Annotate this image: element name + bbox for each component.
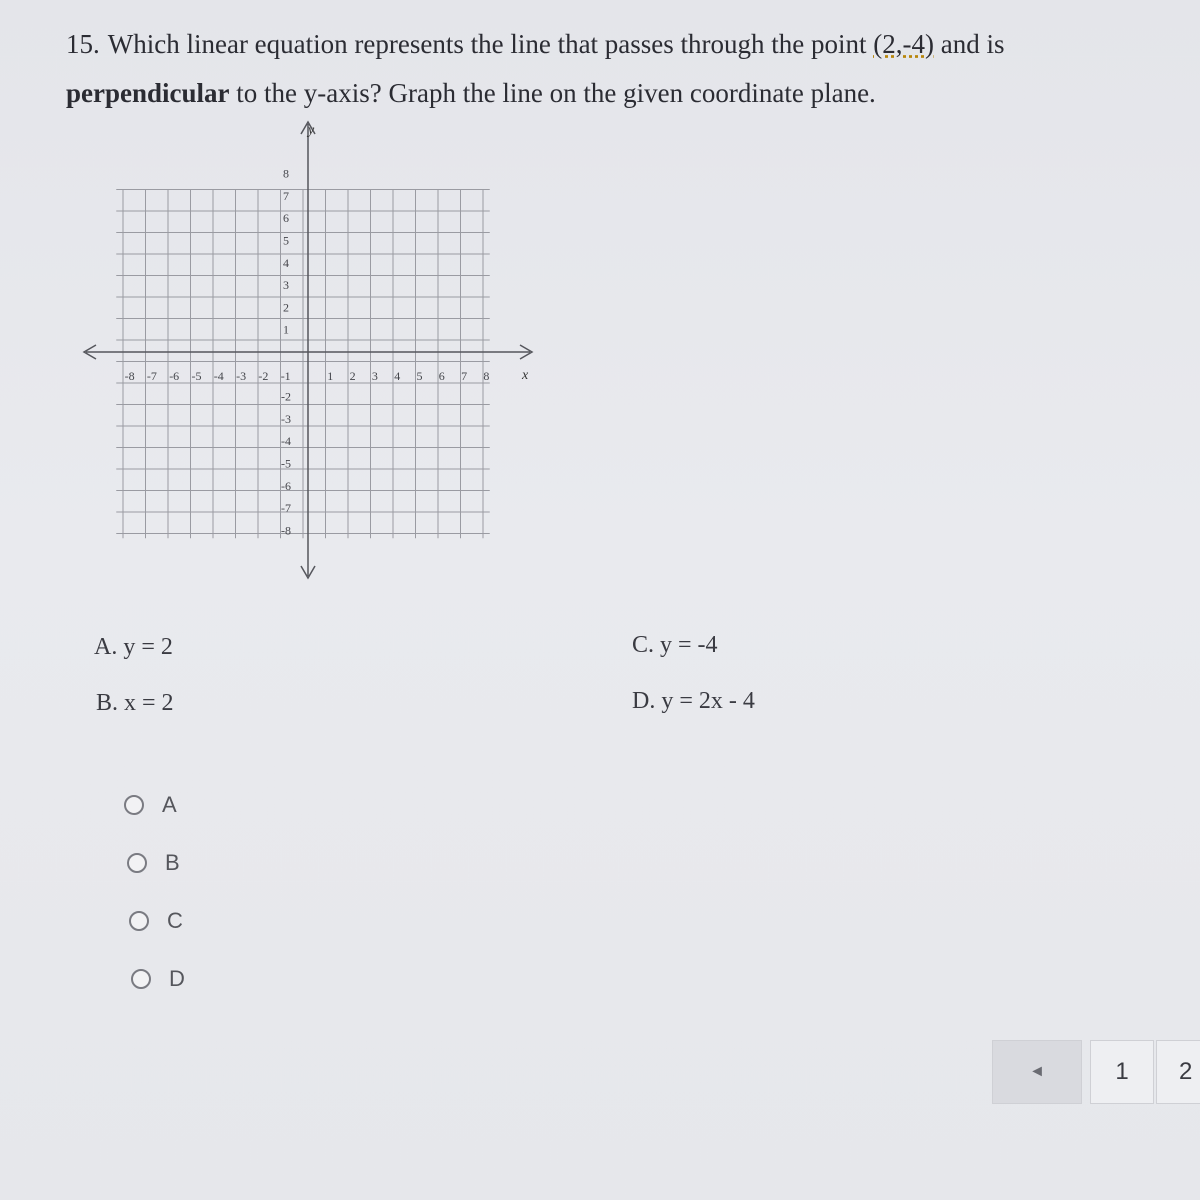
option-c-label: C [167, 908, 183, 933]
y-tick-label: 7 [283, 188, 289, 203]
option-b[interactable] [127, 850, 180, 876]
x-tick-label: 5 [416, 369, 423, 383]
x-tick-label: 7 [461, 369, 468, 383]
x-tick-label: -1 [280, 369, 291, 383]
question-number: 15. [66, 29, 100, 59]
y-tick-label: 1 [283, 322, 289, 337]
y-tick-label: -2 [281, 389, 291, 404]
option-d[interactable] [131, 966, 185, 992]
page-1-label: 1 [1115, 1058, 1129, 1085]
y-tick-label: 4 [283, 255, 289, 270]
axes [84, 122, 532, 578]
y-tick-label: 6 [283, 211, 289, 226]
x-tick-label: -4 [213, 369, 224, 383]
y-tick-label: -8 [281, 523, 291, 538]
radio-a[interactable] [124, 795, 144, 815]
option-a[interactable] [124, 792, 177, 818]
y-tick-label: 2 [283, 300, 289, 315]
x-tick-label: -6 [169, 369, 180, 383]
y-tick-label: 5 [283, 233, 289, 248]
choice-b-text: B. x = 2 [96, 690, 174, 716]
y-axis-label: y [308, 123, 315, 138]
grid [116, 190, 490, 539]
question-text-part-1: Which linear equation represents the line that passes through the point [107, 29, 874, 59]
y-tick-label: -3 [281, 411, 291, 426]
x-tick-label: 8 [483, 369, 490, 383]
x-tick-label: -5 [191, 369, 202, 383]
x-tick-label: 6 [438, 369, 445, 383]
radio-b[interactable] [127, 853, 147, 873]
x-tick-label: 1 [327, 369, 334, 383]
option-d-label: D [169, 966, 185, 991]
x-axis-label: x [522, 368, 529, 383]
y-tick-label: -4 [281, 434, 291, 449]
y-tick-label: -5 [281, 456, 291, 471]
radio-c[interactable] [129, 911, 149, 931]
choice-d-text: D. y = 2x - 4 [632, 688, 755, 714]
option-b-label: B [165, 850, 180, 875]
x-tick-label: 2 [349, 369, 356, 383]
page-1-button[interactable] [1090, 1040, 1154, 1104]
x-tick-label: -2 [258, 369, 269, 383]
bold-keyword: perpendicular [66, 78, 230, 108]
arrow-left-icon: ◄ [1029, 1063, 1045, 1080]
question-text-part-2: and is [934, 29, 1005, 59]
option-c[interactable] [129, 908, 183, 934]
x-tick-label: 4 [394, 369, 401, 383]
x-tick-label: -7 [146, 369, 157, 383]
y-tick-label: 8 [283, 166, 289, 181]
page-2-label: 2 [1179, 1058, 1193, 1085]
x-tick-label: 3 [371, 369, 378, 383]
x-tick-label: -8 [124, 369, 135, 383]
point-coordinates: (2,-4) [873, 29, 935, 59]
choice-c-text: C. y = -4 [632, 632, 718, 658]
y-tick-label: 3 [283, 278, 289, 293]
page-2-button[interactable] [1156, 1040, 1200, 1104]
choice-a-text: A. y = 2 [94, 634, 173, 660]
question-text-part-3: to the y-axis? Graph the line on the given coordinate plane. [229, 78, 876, 108]
y-tick-label: -7 [281, 501, 291, 516]
previous-page-button[interactable] [992, 1040, 1082, 1104]
x-tick-label: -3 [236, 369, 247, 383]
y-tick-label: -6 [281, 478, 291, 493]
radio-d[interactable] [131, 969, 151, 989]
option-a-label: A [162, 792, 177, 817]
